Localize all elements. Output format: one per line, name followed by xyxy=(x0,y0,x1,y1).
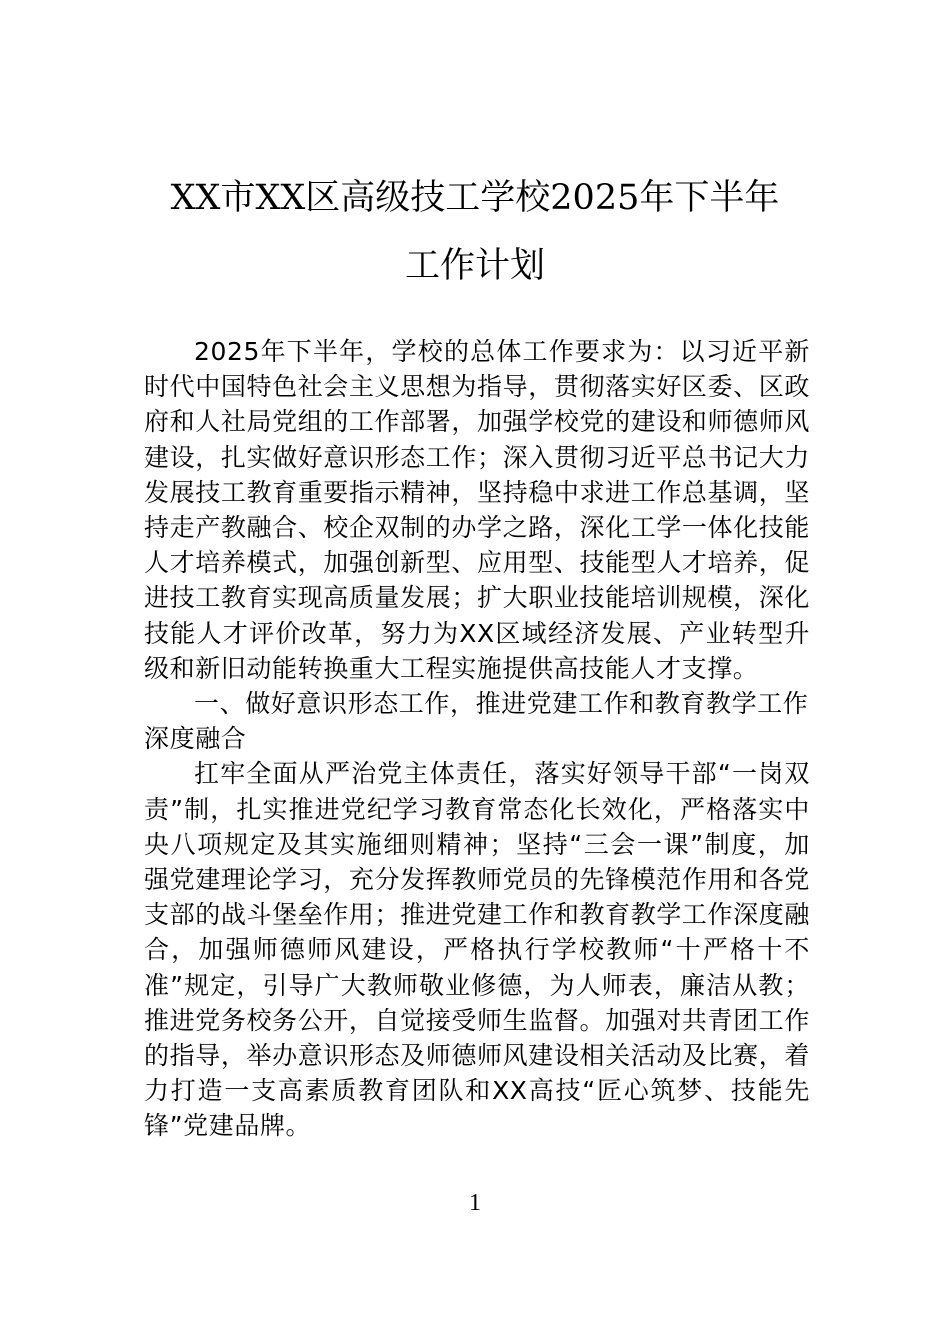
intro-paragraph: 2025年下半年，学校的总体工作要求为：以习近平新时代中国特色社会主义思想为指导，贯彻落实好区委、区政府和人社局党组的工作部署，加强学校党的建设和师德师风建设，扎实做好意识形态工作；深入贯彻习近平总书记大力发展技工教育重要指示精神，坚持稳中求进工作总基调，坚持走产教融合、校企双制的办学之路，深化工学一体化技能人才培养模式，加强创新型、应用型、技能型人才培养，促进技工教育实现高质量发展；扩大职业技能培训规模，深化技能人才评价改革，努力为XX区域经济发展、产业转型升级和新旧动能转换重大工程实施提供高技能人才支撑。 xyxy=(144,337,810,683)
document-body xyxy=(144,334,810,1144)
section-heading-1: 一、做好意识形态工作，推进党建工作和教育教学工作深度融合 xyxy=(144,689,809,754)
page-number: 1 xyxy=(469,1190,481,1216)
document-title-line-2: 工作计划 xyxy=(404,246,545,286)
document-title-line-1: XX市XX区高级技工学校2025年下半年 xyxy=(170,178,780,218)
section-1-paragraph: 扛牢全面从严治党主体责任，落实好领导干部“一岗双责”制，扎实推进党纪学习教育常态化长效化，严格落实中央八项规定及其实施细则精神；坚持“三会一课”制度，加强党建理论学习，充分发挥教师党员的先锋模范作用和各党支部的战斗堡垒作用；推进党建工作和教育教学工作深度融合，加强师德师风建设，严格执行学校教师“十严格十不准”规定，引导广大教师敬业修德，为人师表，廉洁从教；推进党务校务公开，自觉接受师生监督。加强对共青团工作的指导，举办意识形态及师德师风建设相关活动及比赛，着力打造一支高素质教育团队和XX高技“匠心筑梦、技能先锋”党建品牌。 xyxy=(144,759,810,1141)
